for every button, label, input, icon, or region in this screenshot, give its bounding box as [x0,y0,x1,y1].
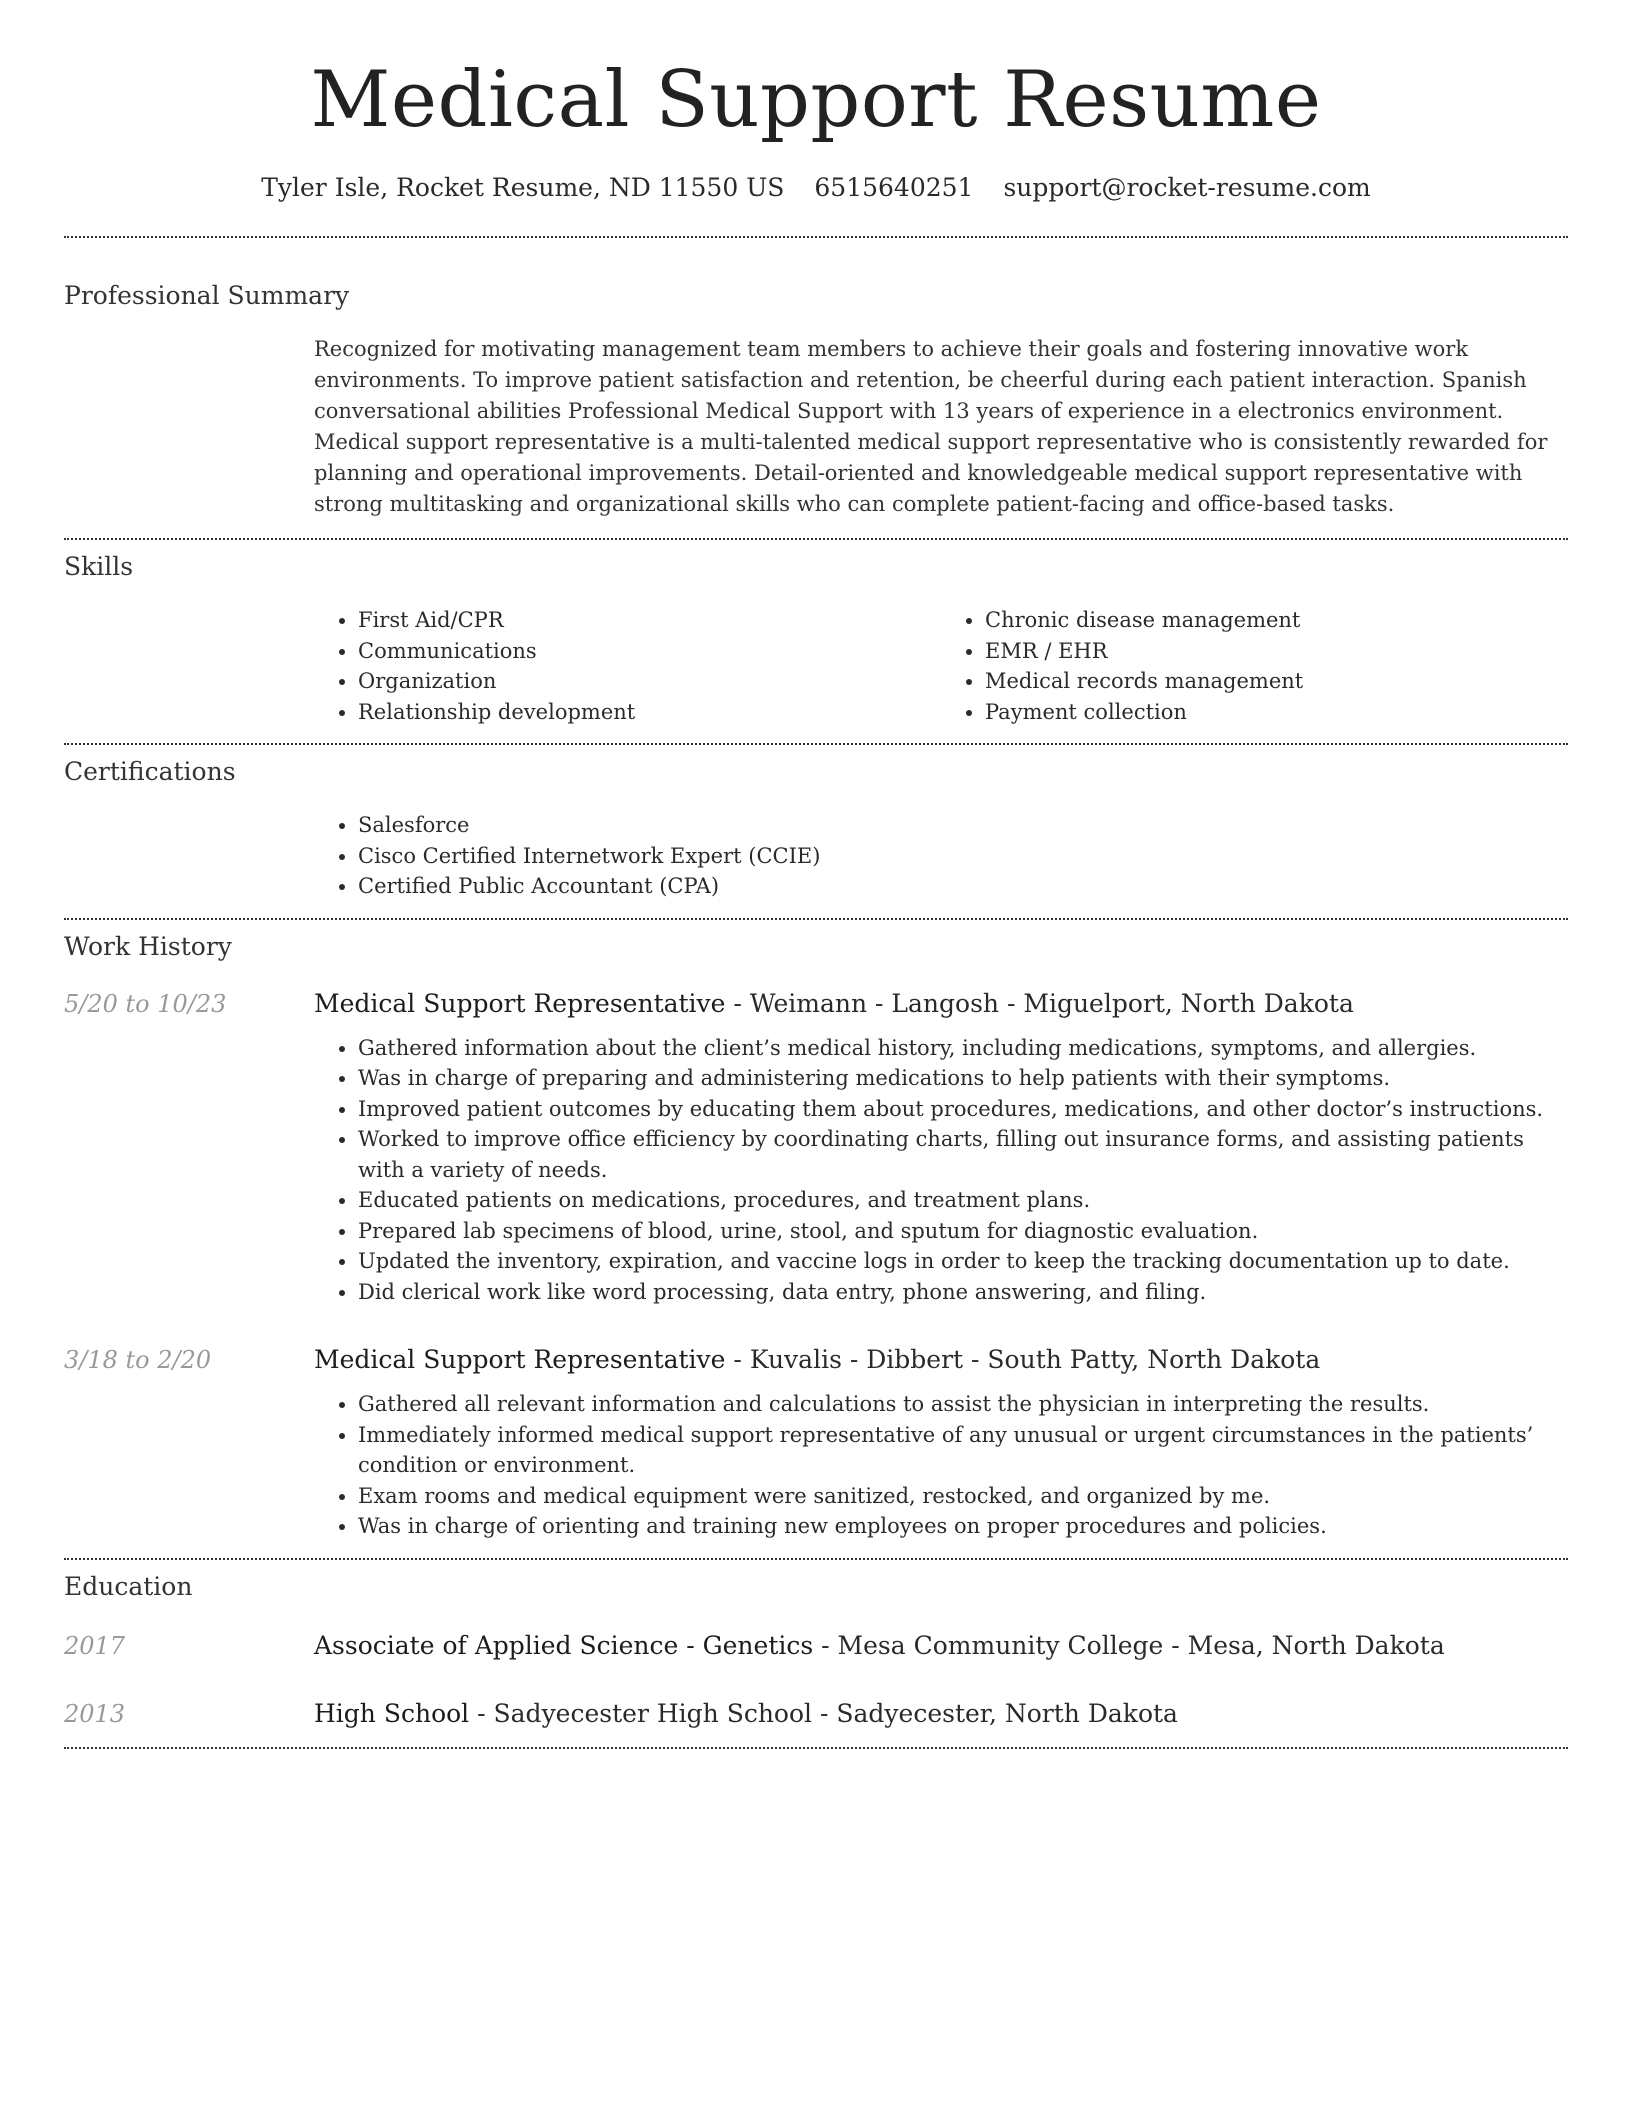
education-school: - Sadyecester High School - Sadyecester, North Dakota [469,1698,1178,1728]
skill-item: • Organization [358,666,941,697]
skills-list-left [314,605,941,727]
job-bullet: • Educated patients on medications, procedures, and treatment plans. [358,1185,1568,1216]
education-entry [64,1697,1568,1731]
section-education [64,1560,1568,1747]
job-bullet: • Worked to improve office efficiency by coordinating charts, filling out insurance forms, and assisting patients with a variety of needs. [358,1124,1568,1185]
job-bullet: • Was in charge of orienting and training new employees on proper procedures and policies. [358,1511,1568,1542]
job-bullet: • Exam rooms and medical equipment were sanitized, restocked, and organized by me. [358,1481,1568,1512]
section-title-summary: Professional Summary [64,281,350,310]
job-entry [64,987,1568,1308]
job-bullet: • Improved patient outcomes by educating them about procedures, medications, and other doctor’s instructions. [358,1094,1568,1125]
skill-item: • Communications [358,636,941,667]
job-bullet: • Gathered information about the client’s medical history, including medications, symptoms, and allergies. [358,1033,1568,1064]
job-heading [314,987,1354,1021]
job-bullet: • Did clerical work like word processing, data entry, phone answering, and filing. [358,1277,1568,1308]
education-entry [64,1629,1568,1663]
education-heading [314,1697,1178,1731]
job-bullets [314,1389,1568,1542]
education-heading [314,1629,1445,1663]
job-employer: - Weimann - Langosh - Miguelport, North Dakota [725,988,1354,1018]
job-dates: 3/18 to 2/20 [64,1346,212,1374]
job-bullet: • Prepared lab specimens of blood, urine, stool, and sputum for diagnostic evaluation. [358,1216,1568,1247]
section-title-skills: Skills [64,552,134,581]
summary-text: Recognized for motivating management team members to achieve their goals and fostering innovative work environments. To improve patient satisfaction and retention, be cheerful during each patient interaction. Spanish conversational abilities Professional Medical Support with 13 years of experience in a electronics environment. Medical support representative is a multi-talented medical support representative who is consistently rewarded for planning and operational improvements. Detail-oriented and knowledgeable medical support representative with strong multitasking and organizational skills who can complete patient-facing and office-based tasks. [314,337,1548,516]
resume-page [64,0,1568,1749]
contact-email: support@rocket-resume.com [1003,173,1371,202]
job-dates: 5/20 to 10/23 [64,989,227,1018]
job-bullets [314,1033,1568,1308]
contact-phone: 6515640251 [814,173,974,202]
education-degree: Associate of Applied Science - Genetics [314,1630,814,1660]
job-bullet: • Gathered all relevant information and calculations to assist the physician in interpreting the results. [358,1389,1568,1420]
skill-item: • Chronic disease management [985,605,1568,636]
certification-item: • Cisco Certified Internetwork Expert (CCIE) [358,841,1568,872]
job-entry [64,1343,1568,1542]
job-bullet: • Updated the inventory, expiration, and vaccine logs in order to keep the tracking documentation up to date. [358,1246,1568,1277]
skill-item: • First Aid/CPR [358,605,941,636]
skill-item: • Medical records management [985,666,1568,697]
section-skills [64,540,1568,743]
education-year: 2017 [64,1631,126,1660]
education-degree: High School [314,1698,470,1728]
job-title: Medical Support Representative [314,1345,726,1374]
section-summary [64,238,1568,538]
skill-item: • EMR / EHR [985,636,1568,667]
job-bullet: • Immediately informed medical support representative of any unusual or urgent circumstances in the patients’ condition or environment. [358,1420,1568,1481]
job-heading [314,1343,1320,1377]
job-employer: - Kuvalis - Dibbert - South Patty, North Dakota [725,1345,1321,1374]
skills-list-right [941,605,1568,727]
education-school: - Mesa Community College - Mesa, North Dakota [813,1630,1445,1660]
skill-item: • Payment collection [985,697,1568,728]
skill-item: • Relationship development [358,697,941,728]
job-bullet: • Was in charge of preparing and administering medications to help patients with their symptoms. [358,1063,1568,1094]
contact-address: Tyler Isle, Rocket Resume, ND 11550 US [261,173,785,202]
certification-item: • Certified Public Accountant (CPA) [358,871,1568,902]
section-title-education: Education [64,1571,193,1601]
contact-line [64,170,1568,206]
divider [64,1747,1568,1749]
section-title-work-history: Work History [64,931,232,961]
job-title: Medical Support Representative [314,988,726,1018]
education-year: 2013 [64,1699,126,1728]
resume-title: Medical Support Resume [310,55,1322,145]
section-certifications [64,745,1568,918]
section-title-certifications: Certifications [64,757,236,786]
section-work-history [64,920,1568,1558]
certification-item: • Salesforce [358,810,1568,841]
certifications-list [314,810,1568,902]
skills-grid [314,605,1568,727]
